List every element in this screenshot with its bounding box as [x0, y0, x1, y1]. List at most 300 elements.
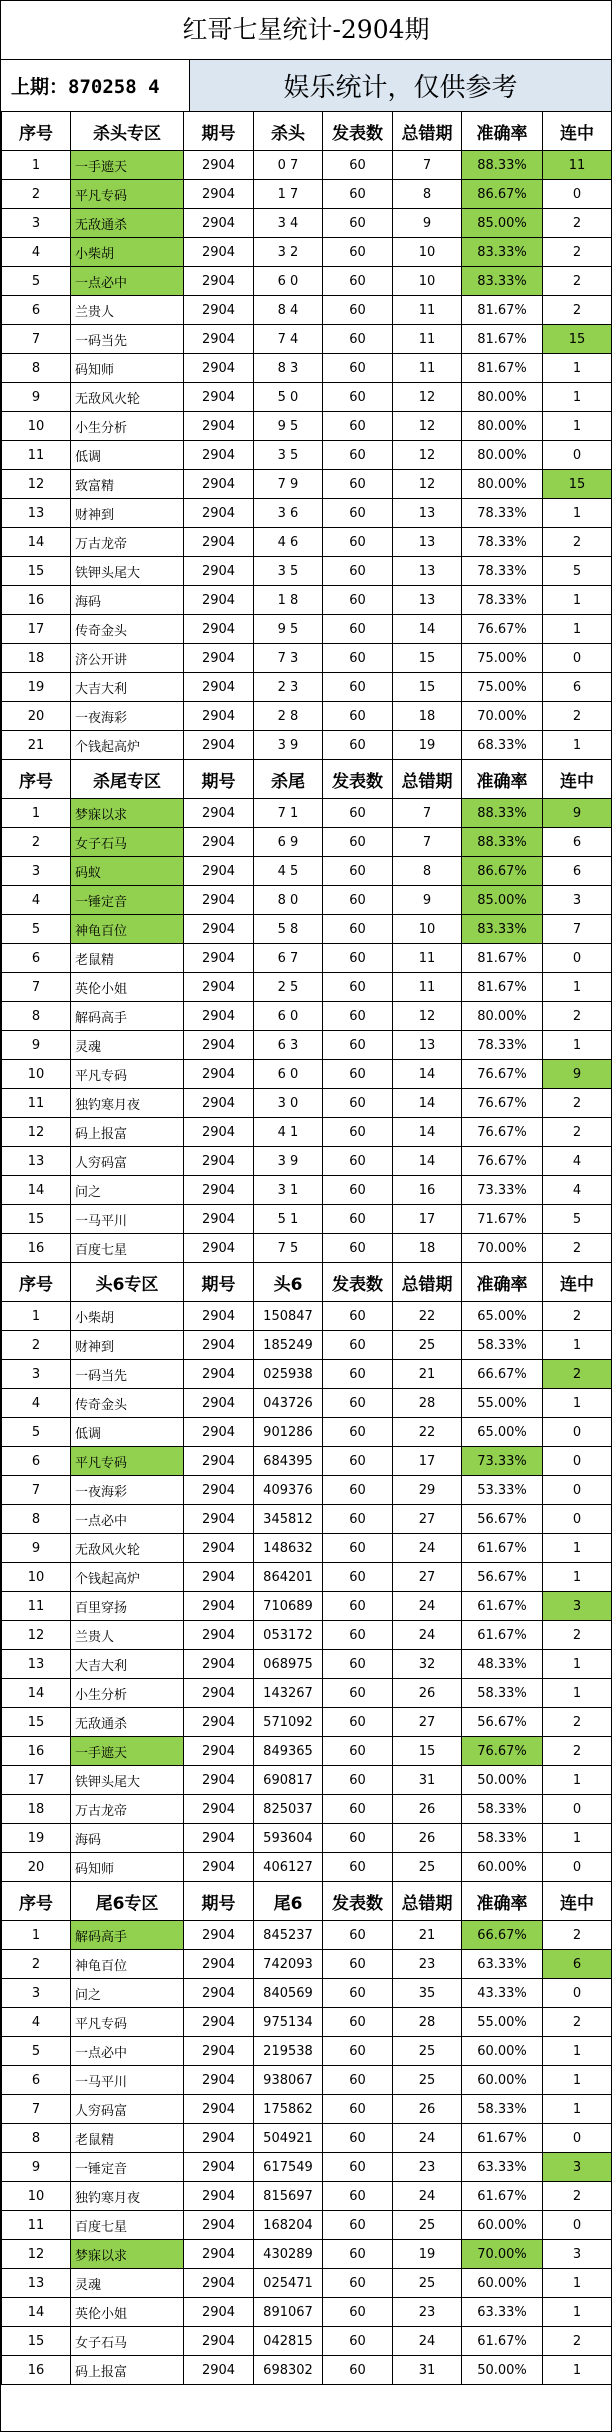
row-streak: 0 — [543, 1418, 612, 1447]
row-name: 平凡专码 — [71, 2008, 184, 2037]
row-index: 11 — [2, 1592, 71, 1621]
row-errors: 11 — [393, 354, 462, 383]
row-index: 12 — [2, 1621, 71, 1650]
row-accuracy: 58.33% — [462, 1679, 543, 1708]
row-accuracy: 70.00% — [462, 1234, 543, 1263]
row-name: 一马平川 — [71, 2066, 184, 2095]
row-value: 864201 — [254, 1563, 323, 1592]
row-streak: 1 — [543, 1031, 612, 1060]
row-streak: 3 — [543, 886, 612, 915]
column-header: 发表数 — [323, 1882, 393, 1921]
row-streak: 6 — [543, 828, 612, 857]
column-header: 准确率 — [462, 112, 543, 151]
row-errors: 14 — [393, 1089, 462, 1118]
row-name: 财神到 — [71, 1331, 184, 1360]
row-name: 无敌通杀 — [71, 1708, 184, 1737]
row-value: 3 5 — [254, 557, 323, 586]
row-errors: 26 — [393, 1679, 462, 1708]
row-total: 60 — [323, 586, 393, 615]
row-errors: 9 — [393, 886, 462, 915]
table-row — [2, 325, 612, 354]
row-streak: 0 — [543, 1505, 612, 1534]
row-index: 4 — [2, 1389, 71, 1418]
row-value: 3 6 — [254, 499, 323, 528]
row-streak: 1 — [543, 2269, 612, 2298]
row-errors: 11 — [393, 973, 462, 1002]
row-value: 6 3 — [254, 1031, 323, 1060]
row-total: 60 — [323, 470, 393, 499]
column-header: 总错期 — [393, 112, 462, 151]
row-accuracy: 63.33% — [462, 2153, 543, 2182]
row-accuracy: 78.33% — [462, 557, 543, 586]
row-name: 铁钾头尾大 — [71, 1766, 184, 1795]
row-errors: 16 — [393, 1176, 462, 1205]
row-accuracy: 61.67% — [462, 1592, 543, 1621]
row-total: 60 — [323, 1060, 393, 1089]
row-accuracy: 61.67% — [462, 2327, 543, 2356]
row-value: 7 1 — [254, 799, 323, 828]
row-issue: 2904 — [184, 1505, 254, 1534]
row-total: 60 — [323, 2356, 393, 2385]
row-name: 人穷码富 — [71, 1147, 184, 1176]
row-streak: 3 — [543, 2240, 612, 2269]
row-accuracy: 81.67% — [462, 354, 543, 383]
row-streak: 2 — [543, 1089, 612, 1118]
table-row — [2, 1534, 612, 1563]
row-issue: 2904 — [184, 151, 254, 180]
row-streak: 0 — [543, 644, 612, 673]
table-row — [2, 1795, 612, 1824]
section-header-row — [2, 112, 612, 151]
row-accuracy: 60.00% — [462, 2066, 543, 2095]
row-issue: 2904 — [184, 586, 254, 615]
row-accuracy: 55.00% — [462, 1389, 543, 1418]
row-streak: 1 — [543, 2356, 612, 2385]
row-total: 60 — [323, 2327, 393, 2356]
row-accuracy: 61.67% — [462, 2124, 543, 2153]
table-row — [2, 412, 612, 441]
row-index: 11 — [2, 441, 71, 470]
row-index: 9 — [2, 2153, 71, 2182]
row-streak: 11 — [543, 151, 612, 180]
row-index: 2 — [2, 180, 71, 209]
row-errors: 14 — [393, 615, 462, 644]
row-value: 406127 — [254, 1853, 323, 1882]
row-total: 60 — [323, 209, 393, 238]
row-total: 60 — [323, 2240, 393, 2269]
row-errors: 24 — [393, 2182, 462, 2211]
row-index: 16 — [2, 2356, 71, 2385]
page-title: 红哥七星统计-2904期 — [1, 1, 611, 60]
row-name: 一点必中 — [71, 267, 184, 296]
row-errors: 8 — [393, 857, 462, 886]
column-header: 总错期 — [393, 760, 462, 799]
row-issue: 2904 — [184, 1302, 254, 1331]
row-value: 3 5 — [254, 441, 323, 470]
row-value: 891067 — [254, 2298, 323, 2327]
row-index: 3 — [2, 1979, 71, 2008]
table-row — [2, 1031, 612, 1060]
row-value: 345812 — [254, 1505, 323, 1534]
column-header: 期号 — [184, 760, 254, 799]
row-total: 60 — [323, 412, 393, 441]
row-value: 7 3 — [254, 644, 323, 673]
row-value: 043726 — [254, 1389, 323, 1418]
row-index: 10 — [2, 1060, 71, 1089]
row-issue: 2904 — [184, 2327, 254, 2356]
row-accuracy: 88.33% — [462, 799, 543, 828]
row-accuracy: 80.00% — [462, 1002, 543, 1031]
table-row — [2, 1708, 612, 1737]
row-value: 9 5 — [254, 615, 323, 644]
row-accuracy: 58.33% — [462, 1824, 543, 1853]
row-errors: 7 — [393, 151, 462, 180]
row-name: 百度七星 — [71, 2211, 184, 2240]
column-header: 准确率 — [462, 1882, 543, 1921]
row-streak: 1 — [543, 2037, 612, 2066]
row-value: 2 8 — [254, 702, 323, 731]
row-streak: 6 — [543, 673, 612, 702]
row-value: 3 9 — [254, 731, 323, 760]
row-name: 一手遮天 — [71, 1737, 184, 1766]
row-value: 185249 — [254, 1331, 323, 1360]
row-streak: 15 — [543, 325, 612, 354]
table-row — [2, 1418, 612, 1447]
row-value: 4 6 — [254, 528, 323, 557]
row-accuracy: 75.00% — [462, 673, 543, 702]
row-streak: 2 — [543, 1921, 612, 1950]
row-issue: 2904 — [184, 325, 254, 354]
row-total: 60 — [323, 2182, 393, 2211]
row-errors: 8 — [393, 180, 462, 209]
row-issue: 2904 — [184, 2269, 254, 2298]
row-index: 6 — [2, 944, 71, 973]
row-accuracy: 76.67% — [462, 1118, 543, 1147]
row-errors: 10 — [393, 915, 462, 944]
row-total: 60 — [323, 2298, 393, 2327]
table-row — [2, 2240, 612, 2269]
row-errors: 26 — [393, 1795, 462, 1824]
row-name: 传奇金头 — [71, 615, 184, 644]
column-header: 序号 — [2, 1263, 71, 1302]
row-streak: 0 — [543, 2124, 612, 2153]
row-streak: 6 — [543, 1950, 612, 1979]
row-issue: 2904 — [184, 1708, 254, 1737]
row-name: 一码当先 — [71, 1360, 184, 1389]
row-accuracy: 78.33% — [462, 528, 543, 557]
row-errors: 18 — [393, 1234, 462, 1263]
row-issue: 2904 — [184, 702, 254, 731]
row-name: 平凡专码 — [71, 1060, 184, 1089]
table-row — [2, 267, 612, 296]
row-issue: 2904 — [184, 1534, 254, 1563]
row-errors: 13 — [393, 499, 462, 528]
row-errors: 32 — [393, 1650, 462, 1679]
row-errors: 14 — [393, 1060, 462, 1089]
row-value: 571092 — [254, 1708, 323, 1737]
row-issue: 2904 — [184, 2211, 254, 2240]
subheader — [1, 60, 611, 112]
row-total: 60 — [323, 1147, 393, 1176]
row-streak: 1 — [543, 731, 612, 760]
row-issue: 2904 — [184, 1650, 254, 1679]
row-issue: 2904 — [184, 412, 254, 441]
row-index: 9 — [2, 1534, 71, 1563]
table-row — [2, 151, 612, 180]
row-value: 593604 — [254, 1824, 323, 1853]
row-index: 5 — [2, 267, 71, 296]
table-row — [2, 1389, 612, 1418]
table-row — [2, 1679, 612, 1708]
row-name: 一夜海彩 — [71, 702, 184, 731]
row-accuracy: 58.33% — [462, 2095, 543, 2124]
row-total: 60 — [323, 441, 393, 470]
table-row — [2, 1331, 612, 1360]
row-issue: 2904 — [184, 1921, 254, 1950]
table-row — [2, 1002, 612, 1031]
row-accuracy: 50.00% — [462, 2356, 543, 2385]
table-row — [2, 2037, 612, 2066]
row-total: 60 — [323, 731, 393, 760]
row-accuracy: 81.67% — [462, 944, 543, 973]
row-name: 无敌风火轮 — [71, 383, 184, 412]
row-accuracy: 81.67% — [462, 973, 543, 1002]
row-streak: 2 — [543, 238, 612, 267]
row-streak: 0 — [543, 2211, 612, 2240]
row-value: 6 0 — [254, 1060, 323, 1089]
row-total: 60 — [323, 944, 393, 973]
row-name: 致富精 — [71, 470, 184, 499]
section-header-row — [2, 1882, 612, 1921]
row-index: 15 — [2, 1708, 71, 1737]
row-errors: 15 — [393, 644, 462, 673]
row-index: 7 — [2, 973, 71, 1002]
table-row — [2, 2124, 612, 2153]
row-accuracy: 61.67% — [462, 1534, 543, 1563]
column-header: 头6 — [254, 1263, 323, 1302]
row-issue: 2904 — [184, 383, 254, 412]
column-header: 期号 — [184, 1882, 254, 1921]
row-total: 60 — [323, 383, 393, 412]
row-name: 一夜海彩 — [71, 1476, 184, 1505]
row-streak: 2 — [543, 1708, 612, 1737]
row-streak: 3 — [543, 2153, 612, 2182]
table-row — [2, 2066, 612, 2095]
row-name: 小柴胡 — [71, 1302, 184, 1331]
table-row — [2, 1234, 612, 1263]
row-index: 15 — [2, 2327, 71, 2356]
row-issue: 2904 — [184, 1205, 254, 1234]
row-accuracy: 71.67% — [462, 1205, 543, 1234]
row-accuracy: 76.67% — [462, 1089, 543, 1118]
row-errors: 24 — [393, 1534, 462, 1563]
column-header: 序号 — [2, 112, 71, 151]
row-total: 60 — [323, 1031, 393, 1060]
row-errors: 13 — [393, 528, 462, 557]
row-total: 60 — [323, 615, 393, 644]
row-value: 053172 — [254, 1621, 323, 1650]
row-index: 13 — [2, 2269, 71, 2298]
row-total: 60 — [323, 1360, 393, 1389]
row-errors: 10 — [393, 267, 462, 296]
column-header: 头6专区 — [71, 1263, 184, 1302]
row-issue: 2904 — [184, 2037, 254, 2066]
row-index: 13 — [2, 1650, 71, 1679]
row-total: 60 — [323, 1389, 393, 1418]
row-accuracy: 50.00% — [462, 1766, 543, 1795]
row-accuracy: 66.67% — [462, 1921, 543, 1950]
table-row — [2, 1060, 612, 1089]
row-accuracy: 58.33% — [462, 1795, 543, 1824]
row-index: 16 — [2, 1234, 71, 1263]
row-errors: 18 — [393, 702, 462, 731]
row-streak: 2 — [543, 2327, 612, 2356]
row-accuracy: 56.67% — [462, 1505, 543, 1534]
table-row — [2, 354, 612, 383]
row-accuracy: 66.67% — [462, 1360, 543, 1389]
row-total: 60 — [323, 2269, 393, 2298]
row-errors: 11 — [393, 296, 462, 325]
row-accuracy: 48.33% — [462, 1650, 543, 1679]
row-streak: 1 — [543, 615, 612, 644]
row-name: 码蚁 — [71, 857, 184, 886]
table-row — [2, 1118, 612, 1147]
row-name: 海码 — [71, 1824, 184, 1853]
row-errors: 14 — [393, 1147, 462, 1176]
row-value: 7 9 — [254, 470, 323, 499]
row-streak: 1 — [543, 383, 612, 412]
row-accuracy: 86.67% — [462, 857, 543, 886]
row-errors: 12 — [393, 470, 462, 499]
row-index: 5 — [2, 2037, 71, 2066]
row-value: 2 3 — [254, 673, 323, 702]
table-row — [2, 238, 612, 267]
row-errors: 12 — [393, 412, 462, 441]
row-index: 1 — [2, 1921, 71, 1950]
row-errors: 23 — [393, 2298, 462, 2327]
row-total: 60 — [323, 973, 393, 1002]
row-errors: 27 — [393, 1505, 462, 1534]
row-streak: 0 — [543, 1795, 612, 1824]
row-index: 6 — [2, 2066, 71, 2095]
row-name: 个钱起高炉 — [71, 1563, 184, 1592]
column-header: 期号 — [184, 112, 254, 151]
row-name: 一马平川 — [71, 1205, 184, 1234]
row-name: 老鼠精 — [71, 2124, 184, 2153]
row-streak: 1 — [543, 586, 612, 615]
row-total: 60 — [323, 1002, 393, 1031]
row-name: 个钱起高炉 — [71, 731, 184, 760]
row-issue: 2904 — [184, 499, 254, 528]
row-name: 小生分析 — [71, 1679, 184, 1708]
row-value: 742093 — [254, 1950, 323, 1979]
table-row — [2, 886, 612, 915]
row-index: 12 — [2, 1118, 71, 1147]
row-streak: 5 — [543, 1205, 612, 1234]
row-errors: 31 — [393, 2356, 462, 2385]
row-total: 60 — [323, 1795, 393, 1824]
column-header: 总错期 — [393, 1263, 462, 1302]
row-issue: 2904 — [184, 1002, 254, 1031]
row-index: 19 — [2, 1824, 71, 1853]
row-issue: 2904 — [184, 2298, 254, 2327]
row-errors: 12 — [393, 441, 462, 470]
row-issue: 2904 — [184, 557, 254, 586]
row-accuracy: 65.00% — [462, 1302, 543, 1331]
row-value: 1 7 — [254, 180, 323, 209]
row-errors: 26 — [393, 1824, 462, 1853]
table-row — [2, 1592, 612, 1621]
row-index: 17 — [2, 615, 71, 644]
row-index: 1 — [2, 1302, 71, 1331]
row-accuracy: 65.00% — [462, 1418, 543, 1447]
row-name: 人穷码富 — [71, 2095, 184, 2124]
row-accuracy: 55.00% — [462, 2008, 543, 2037]
column-header: 序号 — [2, 760, 71, 799]
row-name: 解码高手 — [71, 1002, 184, 1031]
row-issue: 2904 — [184, 1234, 254, 1263]
row-errors: 17 — [393, 1447, 462, 1476]
table-row — [2, 1737, 612, 1766]
row-issue: 2904 — [184, 1853, 254, 1882]
row-issue: 2904 — [184, 2095, 254, 2124]
row-accuracy: 80.00% — [462, 470, 543, 499]
row-total: 60 — [323, 1592, 393, 1621]
row-index: 5 — [2, 1418, 71, 1447]
row-value: 1 8 — [254, 586, 323, 615]
row-index: 15 — [2, 557, 71, 586]
row-streak: 2 — [543, 296, 612, 325]
row-name: 梦寐以求 — [71, 2240, 184, 2269]
row-index: 3 — [2, 1360, 71, 1389]
row-total: 60 — [323, 799, 393, 828]
row-value: 6 9 — [254, 828, 323, 857]
row-issue: 2904 — [184, 1950, 254, 1979]
row-name: 英伦小姐 — [71, 2298, 184, 2327]
row-name: 一锤定音 — [71, 2153, 184, 2182]
table-row — [2, 1302, 612, 1331]
column-header: 发表数 — [323, 112, 393, 151]
row-errors: 24 — [393, 2327, 462, 2356]
table-row — [2, 557, 612, 586]
row-total: 60 — [323, 267, 393, 296]
row-issue: 2904 — [184, 2066, 254, 2095]
row-accuracy: 76.67% — [462, 1147, 543, 1176]
row-value: 430289 — [254, 2240, 323, 2269]
row-name: 万古龙帝 — [71, 1795, 184, 1824]
row-index: 10 — [2, 1563, 71, 1592]
row-streak: 1 — [543, 2066, 612, 2095]
row-issue: 2904 — [184, 857, 254, 886]
row-errors: 27 — [393, 1563, 462, 1592]
row-total: 60 — [323, 151, 393, 180]
row-index: 21 — [2, 731, 71, 760]
row-streak: 2 — [543, 2182, 612, 2211]
table-row — [2, 1476, 612, 1505]
section-header-row — [2, 1263, 612, 1302]
row-value: 617549 — [254, 2153, 323, 2182]
row-name: 铁钾头尾大 — [71, 557, 184, 586]
row-total: 60 — [323, 702, 393, 731]
row-issue: 2904 — [184, 1331, 254, 1360]
row-index: 19 — [2, 673, 71, 702]
table-row — [2, 1766, 612, 1795]
row-issue: 2904 — [184, 1679, 254, 1708]
row-accuracy: 61.67% — [462, 1621, 543, 1650]
row-name: 一锤定音 — [71, 886, 184, 915]
row-value: 409376 — [254, 1476, 323, 1505]
row-index: 20 — [2, 702, 71, 731]
